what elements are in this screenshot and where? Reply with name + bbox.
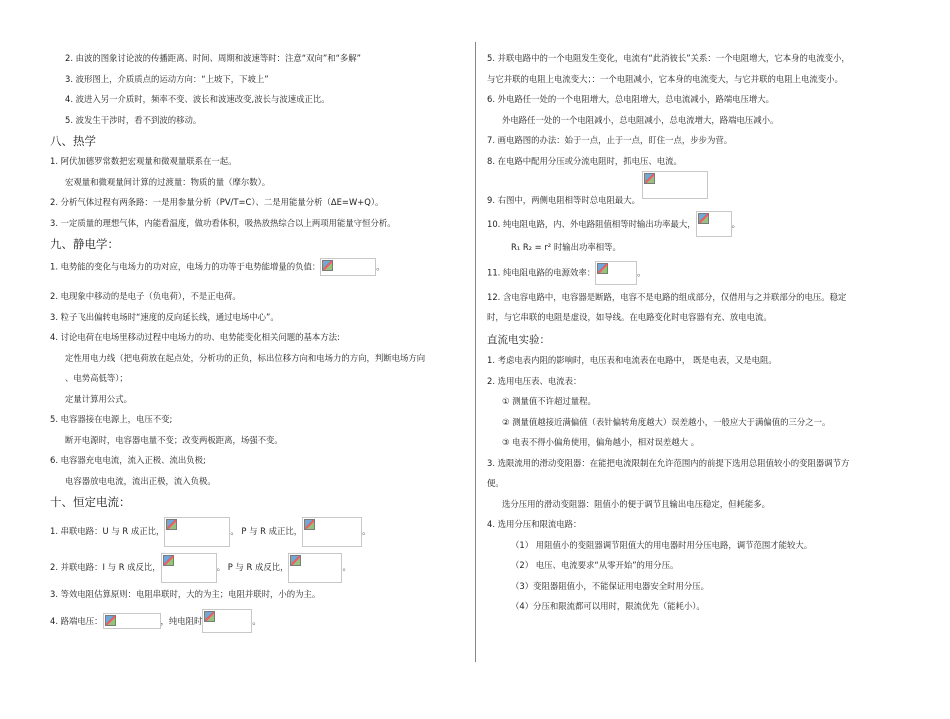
text-line: 2. 选用电压表、电流表： [487,375,582,386]
formula-image [696,211,732,237]
text-line [50,516,465,546]
line-text: 11. 纯电阻电路的电源效率： [487,267,596,277]
column-divider [475,42,476,662]
line-text: 。 [362,526,371,536]
formula-image [288,553,342,583]
line-text: ，纯电阻时 [160,615,203,626]
text-line: 7. 画电路图的办法：始于一点，止于一点，盯住一点，步步为营。 [487,135,733,145]
text-line: 、电势高低等）； [65,373,128,383]
section-heading: 八、热学 [50,134,96,148]
image-placeholder-icon [304,519,315,530]
text-line: 3. 波形图上，介质质点的运动方向：“上坡下，下坡上” [65,73,269,84]
line-text: 1. 串联电路：U 与 R 成正比， [50,526,165,536]
text-line: 4. 选用分压和限流电路： [487,519,582,529]
text-line: ② 测量值越接近满偏值（表针偏转角度越大）误差越小，一般应大于满偏值的三分之一。 [502,416,831,427]
line-text: 4. 路端电压： [50,615,103,626]
text-line: （4）分压和限流都可以用时，限流优先（能耗小）。 [511,601,705,611]
text-line: 外电路任一处的一个电阻减小，总电阻减小，总电流增大，路端电压减小。 [502,114,779,125]
text-line: 断开电源时，电容器电量不变；改变两板距离，场强不变。 [65,434,283,445]
line-text: 10. 纯电阻电路，内、外电路阻值相等时输出功率最大， [487,218,696,229]
text-line: 定性用电力线（把电荷放在起点处，分析功的正负，标出位移方向和电场力的方向，判断电场方向 [65,352,426,363]
text-line: 1. 考虑电表内阻的影响时，电压表和电流表在电路中， 既是电表，又是电阻。 [487,355,777,365]
text-line: 3. 选限流用的滑动变阻器：在能把电流限制在允许范围内的前提下选用总阻值较小的变阻器调节方 [487,457,850,468]
text-line: 2. 电现象中移动的是电子（负电荷），不是正电荷。 [50,291,241,301]
text-line: 3. 粒子飞出偏转电场时“速度的反向延长线，通过电场中心”。 [50,311,279,322]
line-text: 。 P 与 R 成反比， [216,562,289,572]
right-column [487,52,907,621]
line-text: 。 [731,218,740,229]
image-placeholder-icon [597,263,608,274]
left-column [50,52,465,633]
section-heading: 九、静电学： [50,237,119,251]
text-line: （3）变阻器阻值小，不能保证用电器安全时用分压。 [511,580,709,591]
text-line: 2. 分析气体过程有两条路：一是用参量分析（PV/T=C）、二是用能量分析（ΔE=W+Q）。 [50,197,384,207]
text-line: （2） 电压、电流要求“从零开始”的用分压。 [511,560,679,570]
image-placeholder-icon [163,555,174,566]
text-line: 宏观量和微观量间计算的过渡量：物质的量（摩尔数）。 [65,176,271,187]
text-line: 定量计算用公式。 [65,393,132,404]
text-line [487,261,907,283]
text-line: 便。 [487,478,504,488]
text-line: 与它并联的电阻上电流变大；：一个电阻减小，它本身的电流变大，与它并联的电阻上电流变小。 [487,73,843,84]
text-line: 5. 电容器接在电源上，电压不变; [50,414,173,424]
formula-image [302,517,362,547]
image-placeholder-icon [105,615,116,626]
text-line: 选分压用的滑动变阻器：阻值小的便于调节且输出电压稳定，但耗能多。 [502,498,770,509]
text-line: （1） 用阻值小的变阻器调节阻值大的用电器时用分压电路，调节范围才能较大。 [511,539,813,550]
image-placeholder-icon [204,611,215,622]
formula-image [164,517,230,547]
text-line: R₁ R₂ = r² 时输出功率相等。 [511,241,621,252]
line-text: 。 P 与 R 成正比， [230,526,303,536]
text-line [487,171,907,205]
section-heading: 十、恒定电流： [50,495,131,509]
text-line: 1. 阿伏加德罗常数把宏观量和微观量联系在一起。 [50,156,237,166]
text-line: 3. 等效电阻估算原则：电阻串联时，大的为主；电阻并联时，小的为主。 [50,589,321,599]
image-placeholder-icon [166,519,177,530]
line-text: 1. 电势能的变化与电场力的功对应，电场力的功等于电势能增量的负值： [50,261,321,272]
image-placeholder-icon [290,555,301,566]
formula-image [202,609,252,633]
line-text: 。 [252,615,261,626]
image-placeholder-icon [322,260,333,271]
text-line: 6. 电容器充电电流，流入正极、流出负极; [50,455,206,465]
image-placeholder-icon [698,213,709,224]
formula-image [103,613,161,629]
text-line: 6. 外电路任一处的一个电阻增大，总电阻增大，总电流减小，路端电压增大。 [487,94,775,104]
line-text: 。 [637,267,646,277]
text-line: 2. 由波的图象讨论波的传播距离、时间、周期和波速等时：注意“双向”和“多解” [65,53,362,63]
text-line: 5. 并联电路中的一个电阻发生变化，电流有“此消彼长”关系：一个电阻增大，它本身的电流变小， [487,53,850,63]
text-line [487,211,907,237]
text-line [50,552,465,582]
text-line: 8. 在电路中配用分压或分流电阻时，抓电压、电流。 [487,155,682,166]
formula-image [595,261,637,285]
text-line: ① 测量值不许超过量程。 [502,396,596,406]
line-text: 。 [376,261,385,272]
line-text: 2. 并联电路：I 与 R 成反比， [50,562,161,572]
section-heading: 直流电实验： [487,334,550,346]
text-line: 5. 波发生干涉时，看不到波的移动。 [65,114,202,125]
text-line: 时，与它串联的电阻是虚设，如导线。在电路变化时电容器有充、放电电流。 [487,312,772,322]
text-line [50,609,465,633]
image-placeholder-icon [644,173,655,184]
formula-image [161,553,217,583]
text-line: 4. 讨论电荷在电场里移动过程中电场力的功、电势能变化相关问题的基本方法: [50,332,340,342]
text-line: ③ 电表不得小偏角使用，偏角越小，相对误差越大 。 [502,437,700,447]
text-line: 4. 波进入另一介质时，频率不变、波长和波速改变,波长与波速成正比。 [65,94,330,104]
line-text: 9. 右图中，两侧电阻相等时总电阻最大。 [487,195,641,205]
text-line: 12. 含电容电路中，电容器是断路，电容不是电路的组成部分，仅借用与之并联部分的电压。稳定 [487,291,847,302]
text-line [50,258,465,276]
text-line: 电容器放电电流，流出正极，流入负极。 [65,475,216,486]
circuit-image [642,171,708,199]
formula-image [320,258,376,276]
text-line: 3. 一定质量的理想气体，内能看温度，做功看体积，吸热放热综合以上两项用能量守恒分析。 [50,217,396,228]
line-text: 。 [342,562,351,572]
